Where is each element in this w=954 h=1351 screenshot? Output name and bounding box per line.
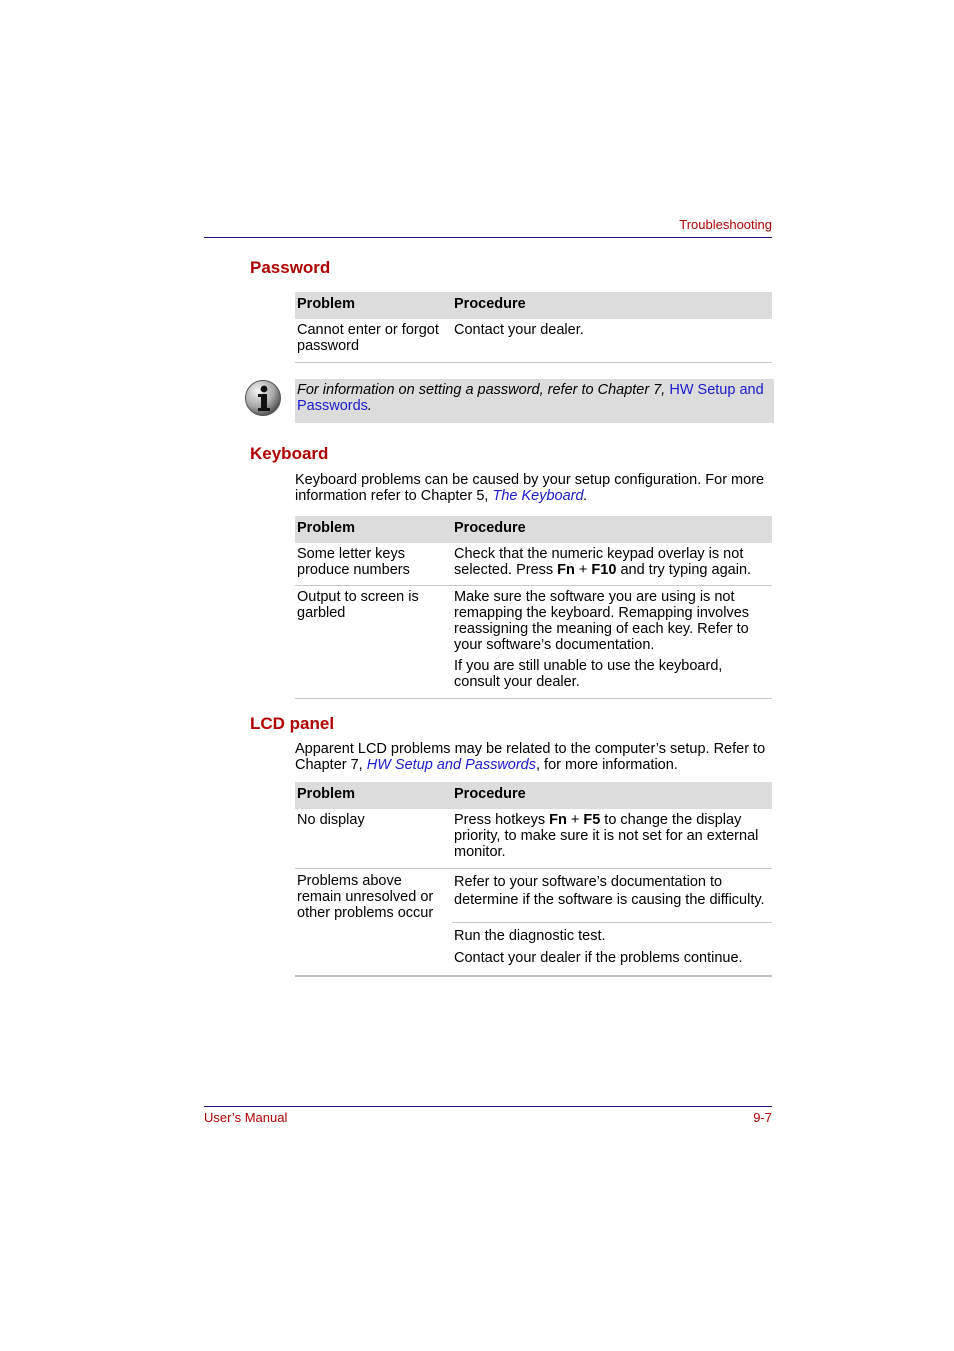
- problem-cell: No display: [295, 809, 452, 869]
- keyboard-table: [295, 516, 772, 699]
- keyboard-intro: Keyboard problems can be caused by your setup configuration. For more information refer to Chapter 5, The Keyboard.: [295, 472, 765, 504]
- footer-rule: [204, 1106, 772, 1107]
- info-note-text: For information on setting a password, refer to Chapter 7, HW Setup and Passwords.: [297, 382, 764, 414]
- header-rule: [204, 237, 772, 238]
- column-header-procedure: Procedure: [452, 782, 772, 809]
- procedure-cell: Refer to your software’s documentation to determine if the software is causing the difficulty. Run the diagnostic test. Contact your dealer if the problems continue.: [452, 869, 772, 977]
- running-header: Troubleshooting: [679, 217, 772, 232]
- column-header-procedure: Procedure: [452, 516, 772, 543]
- column-header-procedure: Procedure: [452, 292, 772, 319]
- lcd-heading: LCD panel: [250, 714, 335, 733]
- procedure-cell: Contact your dealer.: [452, 319, 772, 363]
- info-icon: [244, 379, 282, 417]
- lcd-intro: Apparent LCD problems may be related to the computer’s setup. Refer to Chapter 7, HW Setup and Passwords, for more information.: [295, 741, 766, 773]
- keyboard-chapter-link[interactable]: The Keyboard: [492, 488, 584, 504]
- footer-manual-title: User’s Manual: [204, 1110, 288, 1125]
- problem-cell: Some letter keys produce numbers: [295, 543, 452, 586]
- problem-cell: Cannot enter or forgot password: [295, 319, 452, 363]
- password-heading: Password: [250, 258, 331, 277]
- table-row: [295, 809, 772, 869]
- column-header-problem: Problem: [295, 292, 452, 319]
- procedure-cell: Make sure the software you are using is not remapping the keyboard. Remapping involves reassigning the meaning of each key. Refer to your software’s documentation. If you are still unable to use the keyboard, consult your dealer.: [452, 586, 772, 699]
- table-row: [295, 586, 772, 699]
- column-header-problem: Problem: [295, 516, 452, 543]
- keyboard-heading: Keyboard: [250, 444, 329, 463]
- table-row: [295, 543, 772, 586]
- page-number: 9-7: [753, 1110, 772, 1125]
- problem-cell: Problems above remain unresolved or other problems occur: [295, 869, 452, 977]
- table-row: [295, 869, 772, 977]
- problem-cell: Output to screen is garbled: [295, 586, 452, 699]
- column-header-problem: Problem: [295, 782, 452, 809]
- procedure-cell: Press hotkeys Fn + F5 to change the display priority, to make sure it is not set for an external monitor.: [452, 809, 772, 869]
- lcd-table: [295, 782, 772, 977]
- hw-setup-chapter-link[interactable]: HW Setup and Passwords: [366, 757, 536, 773]
- password-table: [295, 292, 772, 363]
- table-row: [295, 319, 772, 363]
- hw-setup-link[interactable]: HW Setup and Passwords: [297, 382, 764, 414]
- procedure-cell: Check that the numeric keypad overlay is not selected. Press Fn + F10 and try typing again.: [452, 543, 772, 586]
- info-note: [295, 379, 774, 423]
